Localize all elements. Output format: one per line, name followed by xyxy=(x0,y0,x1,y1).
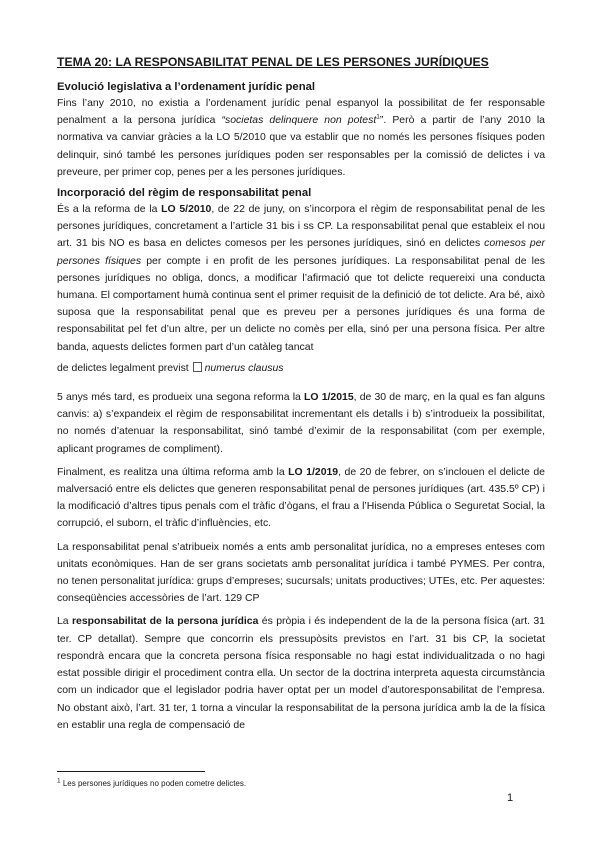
footnote-divider xyxy=(57,771,205,772)
text-run: , de 30 de març, en la qual es fan alguns canvis: a) s’expandeix el règim de responsabilitat incrementant els detalls i b) s’introdueix la possibilitat, no només d’atenuar la responsabilitat, sinó també d’eximir de la responsabilitat (com per exemple, aplicant programes de compliment). xyxy=(57,392,545,455)
emphasis: numerus clausus xyxy=(204,362,284,374)
page-number: 1 xyxy=(507,792,514,804)
text-run: ”. Però a partir de l’any 2010 la normativa va canviar gràcies a la LO 5/2010 que va establir que no només les persones físiques poden delinquir, sinó també les persones jurídiques poden ser responsables per la comissió de delictes i va preveure, per primer cop, penes per a les persones jurídiques. xyxy=(57,115,545,178)
arrow-icon xyxy=(193,362,202,372)
text-run: , de 22 de juny, on s’incorpora el règim de responsabilitat penal de les persones jurídiques, concretament a l’article 31 bis i ss CP. La responsabilitat penal que estableix el nou art. 31 bis NO es basa en delictes comesos per les persones jurídiques, sinó en delictes xyxy=(57,204,546,250)
text-run: de delictes legalment previst xyxy=(57,362,189,374)
paragraph-lo-2019 xyxy=(57,464,545,533)
footnote-text: Les persones jurídiques no poden cometre delictes. xyxy=(62,779,247,788)
footnote xyxy=(57,779,246,789)
text-run: La xyxy=(57,616,72,628)
latin-maxim: “societas delinquere non potest xyxy=(221,115,377,127)
text-run: Fins l’any 2010, no existia a l’ordenament jurídic penal espanyol la possibilitat de fer responsable penalment a la persona jurídica xyxy=(57,98,545,127)
paragraph-evolucio xyxy=(57,95,545,181)
emphasis: comesos per persones físiques xyxy=(57,238,545,267)
footnote-ref: 1 xyxy=(376,113,380,121)
text-run: , de 20 de febrer, on s’inclouen el delicte de malversació entre els delictes que generen responsabilitat penal de persones jurídiques (art. 435.5º CP) i la modificació d’altres tipus penals com el tràfic d’ògans, el frau a l’Hisenda Pública o Seguretat Social, la corrupció, el suborn, el tràfic d’influències, etc. xyxy=(57,466,545,530)
paragraph-lo-2010 xyxy=(57,201,545,356)
paragraph-responsabilitat xyxy=(57,613,545,733)
law-reference: LO 1/2019 xyxy=(288,466,339,478)
text-run: Finalment, es realitza una última reforma amb la xyxy=(57,466,289,478)
key-term: responsabilitat de la persona jurídica xyxy=(72,616,259,628)
text-run: És a la reforma de la xyxy=(57,204,162,216)
law-reference: LO 5/2010 xyxy=(161,204,212,216)
paragraph-personalitat: La responsabilitat penal s’atribueix només a ents amb personalitat jurídica, no a empreses enteses com unitats econòmiques. Han de ser grans societats amb personalitat jurídica i també PYMES. Per contra, no tenen personalitat jurídica: grups d’empreses; sucursals; unitats productives; UTEs, etc. Per aquestes: conseqüències accessòries de l’art. 129 CP xyxy=(57,541,545,605)
paragraph-lo-2010-tail xyxy=(57,360,545,377)
text-run: per compte i en profit de les persones jurídiques. La responsabilitat penal de les persones jurídiques no obliga, doncs, a modificar l’afirmació que tot delicte requereixi una conducta humana. El comportament humà continua sent el primer requisit de la definició de tot delicte. Ara bé, això suposa que la responsabilitat penal que es preveu per a persones jurídiques és una forma de responsabilitat pel fet d’un altre, per un delicte no comès per ella, sinó per una persona física. Per altre banda, aquests delictes formen part d’un catàleg tancat xyxy=(57,255,545,353)
text-run: és pròpia i és independent de la de la persona física (art. 31 ter. CP detallat). Sempre que concorrin els pressupòsits previstos en l’art. 31 bis CP, la societat respondrà encara que la concreta persona física responsable no hagi estat individualitzada o no hagi estat possible dirigir el procediment contra ella. Un sector de la doctrina interpreta aquesta circumstància com un indicador que el legislador podria haver optat per un model d’autoresponsabilitat de l’empresa. No obstant això, l’art. 31 ter, 1 torna a vincular la responsabilitat de la persona jurídica amb la de la física en establir una regla de compensació de xyxy=(57,616,545,731)
footnote-number: 1 xyxy=(57,777,61,785)
section-heading-incorporacio: Incorporació del règim de responsabilitat penal xyxy=(57,187,312,200)
paragraph-lo-2015 xyxy=(57,389,545,458)
section-heading-evolucio: Evolució legislativa a l’ordenament jurídic penal xyxy=(57,81,316,93)
text-run: 5 anys més tard, es produeix una segona reforma la xyxy=(57,392,305,404)
document-title: TEMA 20: LA RESPONSABILITAT PENAL DE LES PERSONES JURÍDIQUES xyxy=(57,55,489,69)
law-reference: LO 1/2015 xyxy=(304,392,354,404)
